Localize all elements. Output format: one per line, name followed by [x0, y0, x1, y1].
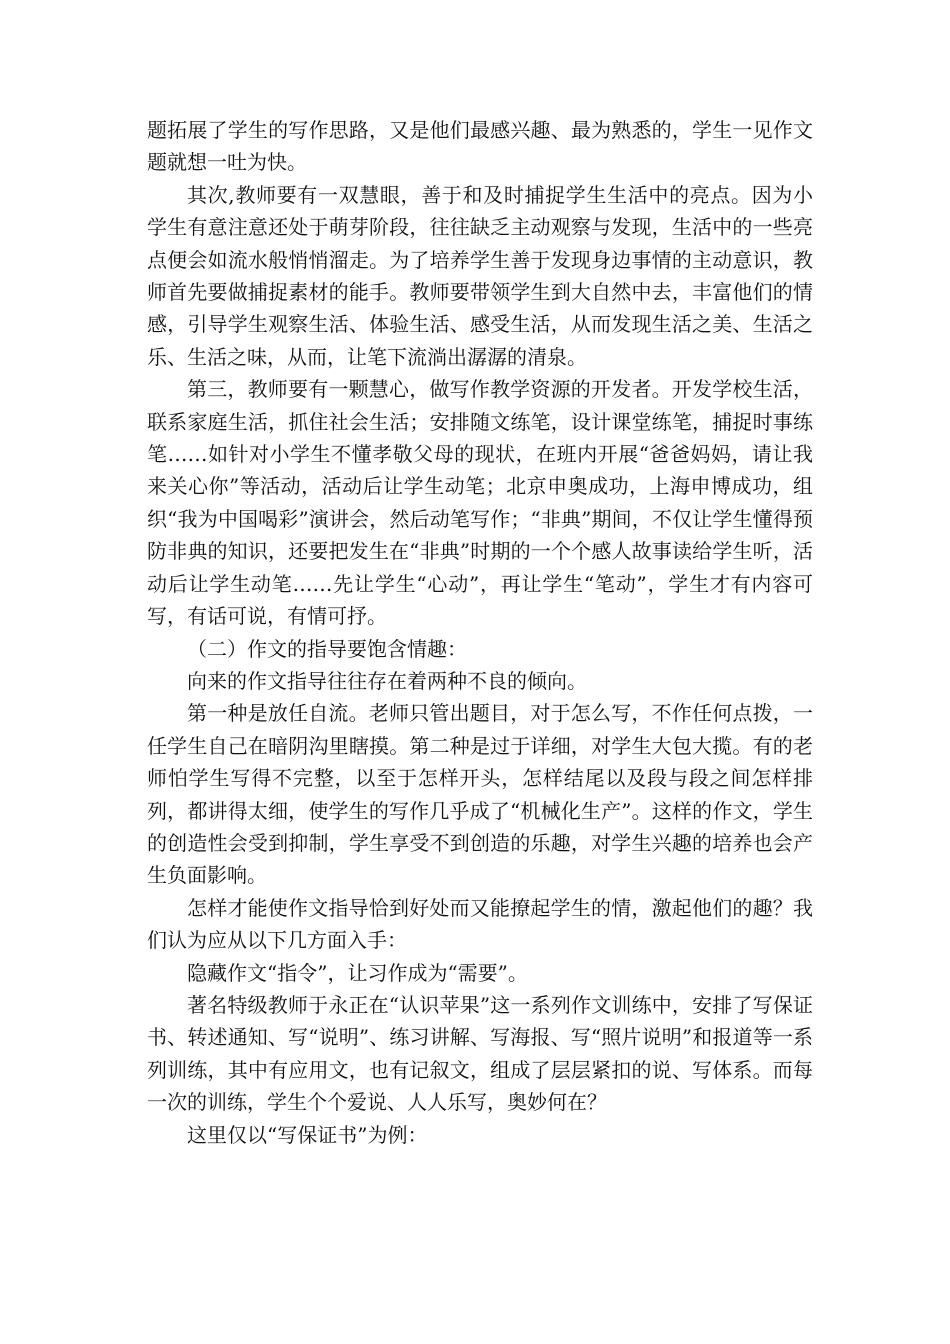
paragraph-5: 向来的作文指导往往存在着两种不良的倾向。 [187, 668, 587, 693]
paragraph-1-continued: 题拓展了学生的写作思路，又是他们最感兴趣、最为熟悉的，学生一见作文题就想一吐为快。 [147, 118, 813, 175]
paragraph-8: 隐藏作文“指令”，让习作成为“需要”。 [187, 960, 528, 985]
paragraph-9: 著名特级教师于永正在“认识苹果”这一系列作文训练中，安排了写保证书、转述通知、写“说明”、练习讲解、写海报、写“照片说明”和报道等一系列训练，其中有应用文，也有记叙文，组成了层层紧扣的说、写体系。而每一次的训练，学生个个爱说、人人乐写，奥妙何在？ [147, 992, 813, 1115]
paragraph-3: 第三，教师要有一颗慧心，做写作教学资源的开发者。开发学校生活，联系家庭生活，抓住社会生活；安排随文练笔，设计课堂练笔，捕捉时事练笔……如针对小学生不懂孝敬父母的现状，在班内开展“爸爸妈妈，请让我来关心你”等活动，活动后让学生动笔；北京申奥成功，上海申博成功，组织“我为中国喝彩”演讲会，然后动笔写作；“非典”期间，不仅让学生懂得预防非典的知识，还要把发生在“非典”时期的一个个感人故事读给学生听，活动后让学生动笔……先让学生“心动”，再让学生“笔动”，学生才有内容可写，有话可说，有情可抒。 [147, 377, 813, 629]
document-body [147, 114, 813, 1151]
paragraph-10: 这里仅以“写保证书”为例： [187, 1122, 428, 1147]
paragraph-2: 其次,教师要有一双慧眼，善于和及时捕捉学生生活中的亮点。因为小学生有意注意还处于萌芽阶段，往往缺乏主动观察与发现，生活中的一些亮点便会如流水般悄悄溜走。为了培养学生善于发现身边事情的主动意识，教师首先要做捕捉素材的能手。教师要带领学生到大自然中去，丰富他们的情感，引导学生观察生活、体验生活、感受生活，从而发现生活之美、生活之乐、生活之味，从而，让笔下流淌出潺潺的清泉。 [147, 182, 813, 369]
paragraph-6: 第一种是放任自流。老师只管出题目，对于怎么写，不作任何点拨，一任学生自己在暗阴沟里瞎摸。第二种是过于详细，对学生大包大揽。有的老师怕学生写得不完整，以至于怎样开头，怎样结尾以及段与段之间怎样排列，都讲得太细，使学生的写作几乎成了“机械化生产”。这样的作文，学生的创造性会受到抑制，学生享受不到创造的乐趣，对学生兴趣的培养也会产生负面影响。 [147, 701, 813, 888]
section-heading-2: （二）作文的指导要饱含情趣： [187, 636, 467, 661]
paragraph-7: 怎样才能使作文指导恰到好处而又能撩起学生的情，激起他们的趣？我们认为应从以下几方面入手： [147, 895, 813, 953]
